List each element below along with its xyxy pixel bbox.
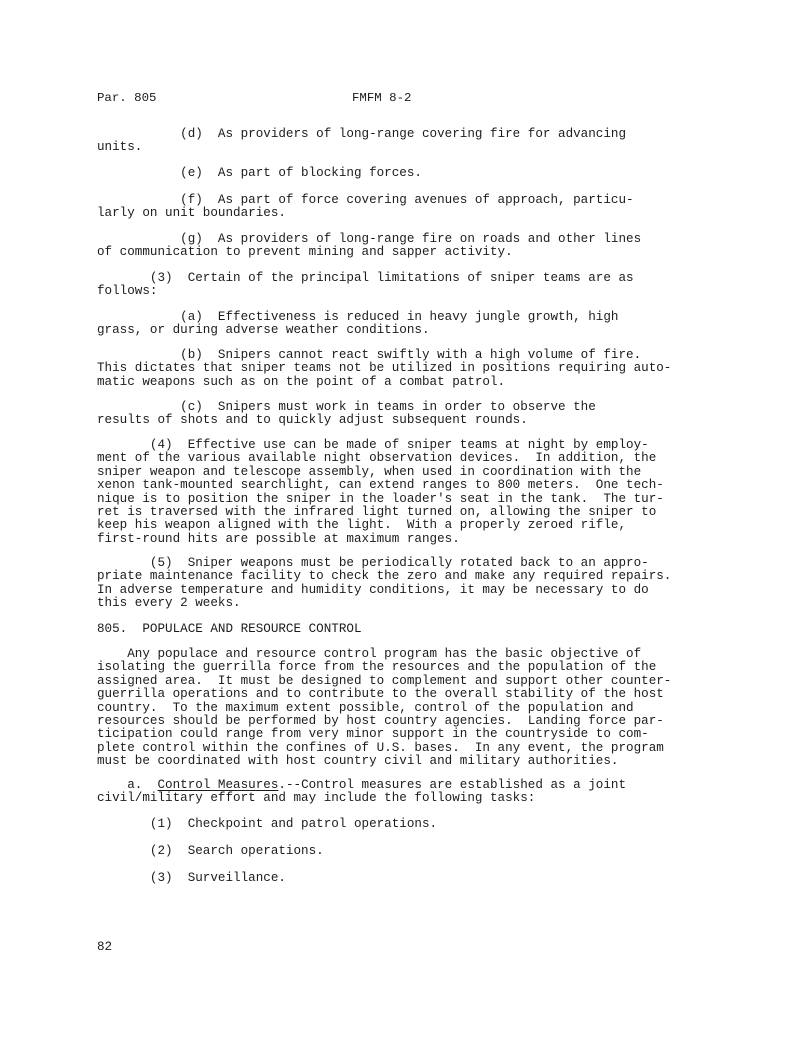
- text-line: Any populace and resource control program has the basic objective of: [97, 647, 642, 661]
- text-line: (5) Sniper weapons must be periodically rotated back to an appro-: [97, 556, 649, 570]
- para-a: [97, 311, 687, 338]
- header-paragraph-ref: Par. 805: [97, 91, 157, 105]
- text-line: resources should be performed by host country agencies. Landing force par-: [97, 713, 664, 728]
- text-line: (e) As part of blocking forces.: [97, 166, 422, 180]
- para-e: [97, 167, 687, 180]
- text-line: (a) Effectiveness is reduced in heavy jungle growth, high: [97, 310, 619, 324]
- text-line: In adverse temperature and humidity conditions, it may be necessary to do: [97, 582, 649, 597]
- text-line: (c) Snipers must work in teams in order to observe the: [97, 400, 596, 414]
- text-line: follows:: [97, 284, 158, 299]
- text-line: [97, 779, 687, 792]
- text-line: grass, or during adverse weather conditions.: [97, 323, 430, 338]
- text-line: (4) Effective use can be made of sniper teams at night by employ-: [97, 438, 649, 452]
- para-f: [97, 194, 687, 221]
- text-line: (b) Snipers cannot react swiftly with a high volume of fire.: [97, 348, 642, 362]
- para-d: [97, 128, 687, 155]
- text-line: priate maintenance facility to check the zero and make any required repairs.: [97, 569, 672, 584]
- para-b: [97, 349, 687, 389]
- text-line: sniper weapon and telescope assembly, when used in coordination with the: [97, 464, 642, 479]
- header-manual-id: FMFM 8-2: [352, 91, 412, 105]
- text-line: (3) Surveillance.: [97, 871, 286, 885]
- text-line: assigned area. It must be designed to complement and support other counter-: [97, 673, 672, 688]
- text-line: larly on unit boundaries.: [97, 206, 286, 221]
- control-rest: .--Control measures are established as a joint: [278, 778, 627, 792]
- control-prefix: a.: [97, 778, 158, 792]
- text-line: must be coordinated with host country civil and military authorities.: [97, 754, 619, 769]
- text-line: This dictates that sniper teams not be utilized in positions requiring auto-: [97, 361, 672, 376]
- text-line: units.: [97, 140, 143, 155]
- text-line: matic weapons such as on the point of a combat patrol.: [97, 374, 506, 389]
- control-measures-paragraph: [97, 779, 687, 806]
- text-line: keep his weapon aligned with the light. With a properly zeroed rifle,: [97, 518, 627, 533]
- text-line: civil/military effort and may include the following tasks:: [97, 791, 536, 806]
- task-item: [97, 818, 687, 831]
- text-line: guerrilla operations and to contribute to the overall stability of the host: [97, 687, 664, 702]
- text-line: this every 2 weeks.: [97, 596, 241, 611]
- text-line: ticipation could range from very minor support in the countryside to com-: [97, 727, 649, 742]
- control-measures-title: Control Measures: [157, 778, 279, 792]
- text-line: nique is to position the sniper in the loader's seat in the tank. The tur-: [97, 491, 664, 506]
- para-4: [97, 439, 687, 546]
- heading-text: 805. POPULACE AND RESOURCE CONTROL: [97, 622, 362, 636]
- para-g: [97, 233, 687, 260]
- para-c: [97, 401, 687, 428]
- text-line: of communication to prevent mining and sapper activity.: [97, 245, 513, 260]
- task-item: [97, 845, 687, 858]
- page-number: 82: [97, 940, 113, 954]
- text-line: (3) Certain of the principal limitations of sniper teams are as: [97, 271, 634, 285]
- text-line: ret is traversed with the infrared light turned on, allowing the sniper to: [97, 504, 657, 519]
- text-line: (1) Checkpoint and patrol operations.: [97, 817, 438, 831]
- text-line: isolating the guerrilla force from the resources and the population of the: [97, 660, 657, 675]
- text-line: country. To the maximum extent possible, control of the population and: [97, 700, 634, 715]
- text-line: (d) As providers of long-range covering fire for advancing: [97, 127, 627, 141]
- text-line: first-round hits are possible at maximum ranges.: [97, 531, 460, 546]
- text-line: (g) As providers of long-range fire on roads and other lines: [97, 232, 642, 246]
- task-item: [97, 872, 687, 885]
- section-heading: [97, 623, 687, 636]
- para-3: [97, 272, 687, 299]
- para-5: [97, 557, 687, 611]
- text-line: xenon tank-mounted searchlight, can extend ranges to 800 meters. One tech-: [97, 478, 664, 493]
- text-line: (f) As part of force covering avenues of approach, particu-: [97, 193, 634, 207]
- text-line: (2) Search operations.: [97, 844, 324, 858]
- text-line: results of shots and to quickly adjust subsequent rounds.: [97, 413, 528, 428]
- intro-paragraph: [97, 648, 687, 769]
- text-line: ment of the various available night observation devices. In addition, the: [97, 451, 657, 466]
- text-line: plete control within the confines of U.S. bases. In any event, the program: [97, 740, 664, 755]
